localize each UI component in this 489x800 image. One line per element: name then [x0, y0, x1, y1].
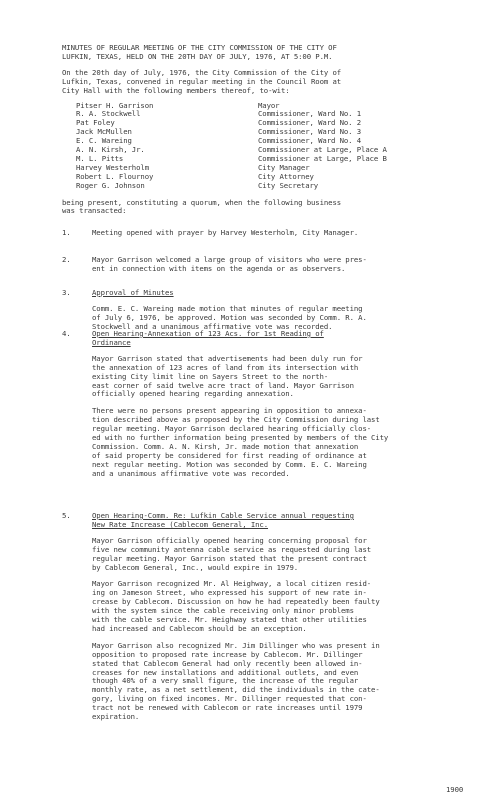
item-paragraph-line: officially opened hearing regarding annexation.: [92, 389, 294, 399]
item-paragraph-line: regular meeting. Mayor Garrison declared hearing officially clos-: [92, 424, 372, 434]
member-name: Robert L. Flournoy: [76, 171, 154, 181]
minutes-title: LUFKIN, TEXAS, HELD ON THE 20TH DAY OF JULY, 1976, AT 5:00 P.M.: [62, 51, 333, 61]
item-number: 1.: [62, 228, 71, 237]
member-role: Commissioner, Ward No. 3: [258, 127, 362, 137]
member-role: Mayor: [258, 100, 280, 110]
item-heading: New Rate Increase (Cablecom General, Inc.: [92, 519, 269, 529]
item-number: 5.: [62, 511, 71, 520]
item-paragraph-line: creases for new installations and additional outlets, and even: [92, 667, 359, 677]
item-paragraph-line: next regular meeting. Motion was seconded by Comm. E. C. Wareing: [92, 459, 367, 469]
item-text: of July 6, 1976, be approved. Motion was seconded by Comm. R. A.: [92, 312, 367, 322]
item-heading: Approval of Minutes: [92, 288, 174, 297]
item-paragraph-line: expiration.: [92, 712, 140, 721]
intro-line: City Hall with the following members thereof, to-wit:: [62, 85, 290, 95]
item-paragraph-line: opposition to proposed rate increase by Cablecom. Mr. Dillinger: [92, 649, 363, 659]
item-paragraph-line: regular meeting. Mayor Garrison stated that the present contract: [92, 553, 367, 563]
item-paragraph-line: There were no persons present appearing in opposition to annexa-: [92, 406, 367, 416]
item-paragraph-line: Mayor Garrison also recognized Mr. Jim Dillinger who was present in: [92, 640, 380, 650]
item-paragraph-line: stated that Cablecom General had only recently been allowed in-: [92, 658, 363, 668]
member-role: Commissioner at Large, Place B: [258, 153, 387, 163]
item-number: 4.: [62, 329, 71, 338]
item-paragraph-line: Mayor Garrison stated that advertisements had been duly run for: [92, 353, 363, 363]
item-paragraph-line: by Cablecom General, Inc., would expire in 1979.: [92, 562, 299, 572]
item-text: Stockwell and a unanimous affirmative vote was recorded.: [92, 321, 333, 331]
member-role: City Secretary: [258, 180, 319, 190]
item-paragraph-line: tract not be renewed with Cablecom or rate increases until 1979: [92, 703, 363, 713]
item-paragraph-line: the annexation of 123 acres of land from its intersection with: [92, 362, 359, 372]
item-paragraph-line: and a unanimous affirmative vote was recorded.: [92, 468, 290, 478]
item-paragraph-line: tion described above as proposed by the City Commission during last: [92, 415, 380, 425]
item-paragraph-line: had increased and Cablecom should be an exception.: [92, 623, 307, 633]
item-number: 2.: [62, 255, 71, 264]
member-name: Pat Foley: [76, 118, 115, 128]
item-text: Comm. E. C. Wareing made motion that minutes of regular meeting: [92, 303, 363, 313]
item-paragraph-line: with the cable service. Mr. Heighway stated that other utilities: [92, 615, 367, 624]
item-paragraph-line: gory, living on fixed incomes. Mr. Dillinger requested that con-: [92, 694, 367, 704]
member-name: M. L. Pitts: [76, 153, 124, 163]
item-paragraph-line: crease by Cablecom. Discussion on how he had repeatedly been faulty: [92, 597, 380, 607]
member-name: Roger G. Johnson: [76, 180, 145, 190]
minutes-title: MINUTES OF REGULAR MEETING OF THE CITY COMMISSION OF THE CITY OF: [62, 43, 337, 52]
item-text: Meeting opened with prayer by Harvey Westerholm, City Manager.: [92, 228, 359, 237]
item-text: ent in connection with items on the agenda or as observers.: [92, 263, 346, 273]
member-name: E. C. Wareing: [76, 136, 132, 146]
item-paragraph-line: monthly rate, as a net settlement, did the individuals in the cate-: [92, 685, 380, 695]
member-name: Harvey Westerholm: [76, 162, 149, 172]
item-paragraph-line: east corner of said twelve acre tract of land. Mayor Garrison: [92, 380, 354, 390]
member-role: City Manager: [258, 162, 310, 172]
member-role: Commissioner, Ward No. 4: [258, 136, 362, 146]
member-name: Jack McMullen: [76, 127, 132, 137]
item-text: Mayor Garrison welcomed a large group of visitors who were pres-: [92, 255, 367, 264]
member-role: Commissioner at Large, Place A: [258, 145, 387, 154]
member-name: R. A. Stockwell: [76, 109, 141, 119]
item-heading: Open Hearing-Comm. Re: Lufkin Cable Service annual requesting: [92, 511, 354, 520]
member-role: Commissioner, Ward No. 2: [258, 118, 362, 128]
quorum-line: was transacted:: [62, 206, 127, 216]
item-paragraph-line: ing on Jameson Street, who expressed his support of new rate in-: [92, 588, 367, 598]
item-paragraph-line: of said property be considered for first reading of ordinance at: [92, 450, 367, 460]
member-role: Commissioner, Ward No. 1: [258, 109, 362, 119]
item-heading: Ordinance: [92, 337, 131, 347]
intro-line: Lufkin, Texas, convened in regular meeting in the Council Room at: [62, 76, 342, 86]
quorum-line: being present, constituting a quorum, when the following business: [62, 197, 342, 207]
item-heading: Open Hearing-Annexation of 123 Acs. for 1st Reading of: [92, 329, 324, 338]
intro-line: On the 20th day of July, 1976, the City Commission of the City of: [62, 67, 342, 77]
item-paragraph-line: Mayor Garrison recognized Mr. Al Heighway, a local citizen resid-: [92, 579, 372, 589]
item-number: 3.: [62, 288, 71, 297]
member-name: Pitser H. Garrison: [76, 100, 154, 110]
item-paragraph-line: though 40% of a very small figure, the increase of the regular: [92, 676, 359, 686]
item-paragraph-line: five new community antenna cable service as requested during last: [92, 544, 372, 554]
item-paragraph-line: Mayor Garrison officially opened hearing concerning proposal for: [92, 535, 367, 545]
member-role: City Attorney: [258, 171, 314, 181]
item-paragraph-line: existing City limit line on Sayers Street to the north-: [92, 371, 329, 381]
member-name: A. N. Kirsh, Jr.: [76, 145, 145, 154]
item-paragraph-line: with the system since the cable receiving only minor problems: [92, 606, 354, 616]
item-paragraph-line: ed with no further information being presented by members of the City: [92, 433, 389, 442]
page-mark: 1900: [446, 785, 464, 794]
item-paragraph-line: Commission. Comm. A. N. Kirsh, Jr. made motion that annexation: [92, 441, 359, 451]
